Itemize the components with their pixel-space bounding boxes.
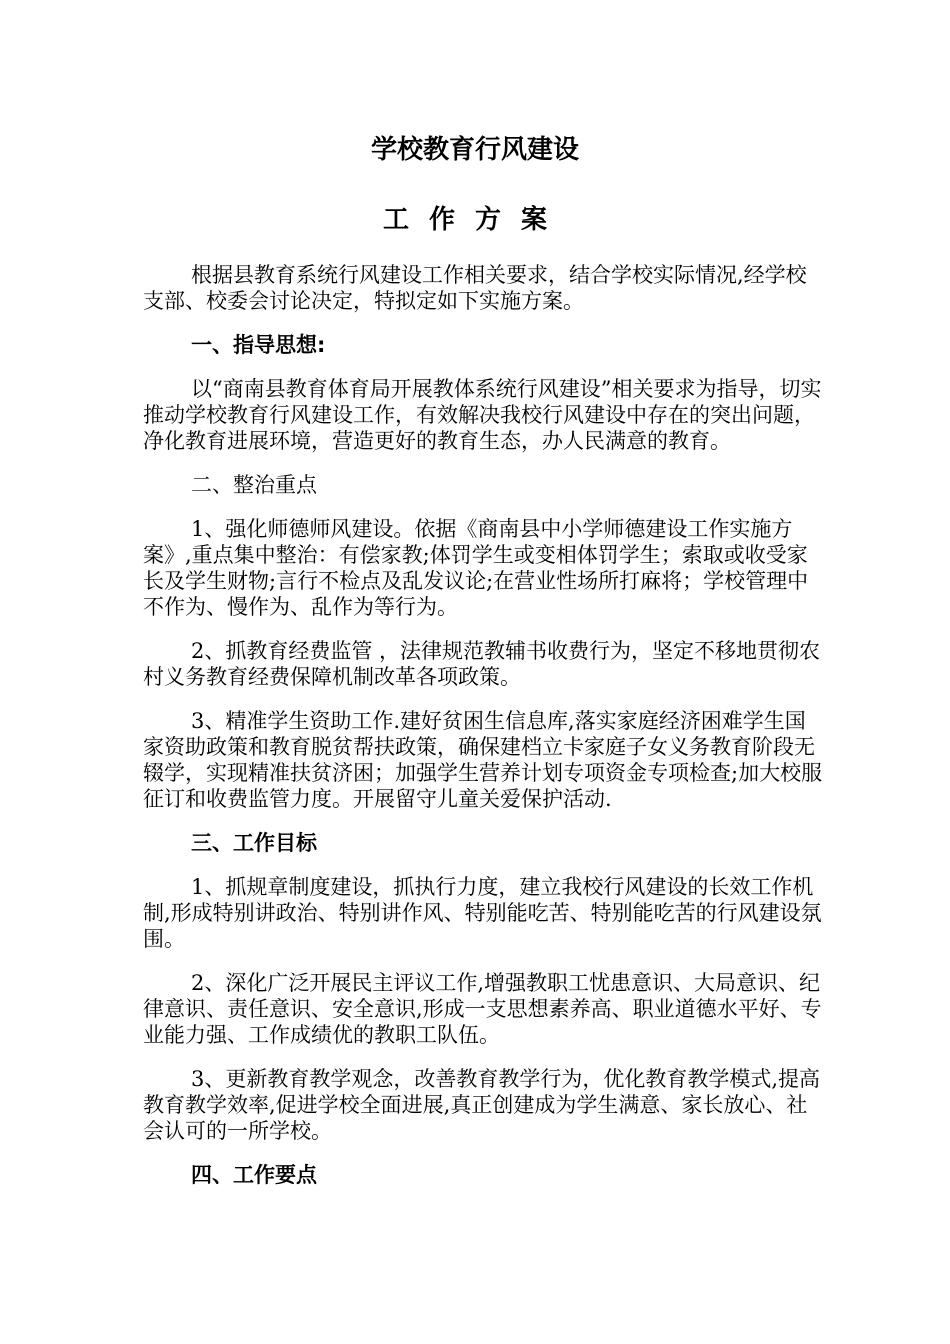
section-heading-1: 一、指导思想: [191, 333, 326, 357]
section-heading-2: 二、整治重点 [191, 473, 317, 497]
intro-paragraph: 根据县教育系统行风建设工作相关要求，结合学校实际情况,经学校支部、校委会讨论决定，特拟定如下实施方案。 [143, 263, 807, 313]
section-2-item-2: 2、抓教育经费监管 ，法律规范教辅书收费行为，坚定不移地贯彻农村义务教育经费保障机制改革各项政策。 [143, 639, 821, 689]
document-body [143, 262, 823, 1206]
section-2-item-1: 1、强化师德师风建设。依据《商南县中小学师德建设工作实施方案》,重点集中整治：有偿家教;体罚学生或变相体罚学生；索取或收受家长及学生财物;言行不检点及乱发议论;在营业性场所打麻将；学校管理中不作为、慢作为、乱作为等行为。 [143, 517, 809, 619]
section-heading-3: 三、工作目标 [191, 831, 317, 855]
section-3-item-3: 3、更新教育教学观念，改善教育教学行为，优化教育教学模式,提高教育教学效率,促进学校全面进展,真正创建成为学生满意、家长放心、社会认可的一所学校。 [143, 1067, 821, 1143]
section-heading-4: 四、工作要点 [191, 1163, 317, 1187]
document-title: 学校教育行风建设 [370, 135, 579, 165]
document-subtitle: 工作方案 [382, 205, 567, 235]
section-3-item-2: 2、深化广泛开展民主评议工作,增强教职工忧患意识、大局意识、纪律意识、责任意识、安全意识,形成一支思想素养高、职业道德水平好、专业能力强、工作成绩优的教职工队伍。 [143, 971, 822, 1047]
section-2-item-3: 3、精准学生资助工作.建好贫困生信息库,落实家庭经济困难学生国家资助政策和教育脱贫帮扶政策，确保建档立卡家庭子女义务教育阶段无辍学，实现精准扶贫济困；加强学生营养计划专项资金专项检查;加大校服征订和收费监管力度。开展留守儿童关爱保护活动. [143, 709, 823, 811]
section-3-item-1: 1、抓规章制度建设，抓执行力度，建立我校行风建设的长效工作机制,形成特别讲政治、特别讲作风、特别能吃苦、特别能吃苦的行风建设氛围。 [143, 875, 822, 951]
section-1-paragraph: 以“商南县教育体育局开展教体系统行风建设”相关要求为指导，切实推动学校教育行风建设工作，有效解决我校行风建设中存在的突出问题，净化教育进展环境，营造更好的教育生态，办人民满意的教育。 [143, 377, 822, 453]
